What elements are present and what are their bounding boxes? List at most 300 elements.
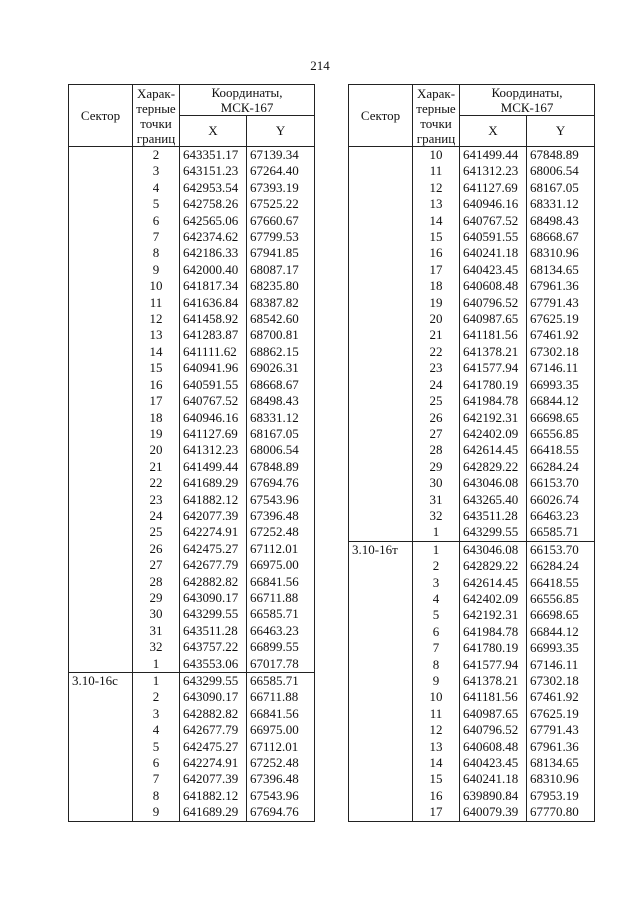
sector-cell bbox=[69, 557, 133, 573]
x-cell: 643511.28 bbox=[460, 508, 527, 524]
table-row bbox=[349, 722, 595, 738]
y-cell: 66463.23 bbox=[247, 623, 315, 639]
x-cell: 642000.40 bbox=[180, 262, 247, 278]
header-coords: Координаты, МСК-167 bbox=[460, 85, 595, 116]
table-row bbox=[349, 624, 595, 640]
sector-cell bbox=[69, 311, 133, 327]
point-cell: 30 bbox=[413, 475, 460, 491]
table-row bbox=[349, 755, 595, 771]
point-cell: 27 bbox=[413, 426, 460, 442]
table-row bbox=[349, 459, 595, 475]
y-cell: 66418.55 bbox=[527, 575, 595, 591]
sector-cell bbox=[349, 344, 413, 360]
y-cell: 67112.01 bbox=[247, 739, 315, 755]
y-cell: 68498.43 bbox=[527, 213, 595, 229]
y-cell: 66284.24 bbox=[527, 558, 595, 574]
y-cell: 66585.71 bbox=[247, 673, 315, 690]
sector-cell bbox=[349, 788, 413, 804]
sector-cell bbox=[69, 804, 133, 821]
coordinates-table-left bbox=[68, 84, 315, 822]
x-cell: 642077.39 bbox=[180, 508, 247, 524]
table-row bbox=[349, 607, 595, 623]
sector-cell bbox=[69, 606, 133, 622]
table-row bbox=[349, 278, 595, 294]
table-row bbox=[69, 623, 315, 639]
x-cell: 640608.48 bbox=[460, 739, 527, 755]
x-cell: 642192.31 bbox=[460, 410, 527, 426]
table-row bbox=[349, 558, 595, 574]
y-cell: 66975.00 bbox=[247, 557, 315, 573]
sector-cell bbox=[69, 180, 133, 196]
sector-cell bbox=[69, 706, 133, 722]
sector-cell bbox=[349, 229, 413, 245]
sector-cell bbox=[69, 426, 133, 442]
table-row bbox=[69, 426, 315, 442]
x-cell: 641458.92 bbox=[180, 311, 247, 327]
x-cell: 641499.44 bbox=[460, 147, 527, 164]
x-cell: 642402.09 bbox=[460, 426, 527, 442]
sector-cell bbox=[349, 163, 413, 179]
y-cell: 67112.01 bbox=[247, 541, 315, 557]
x-cell: 641312.23 bbox=[460, 163, 527, 179]
sector-cell bbox=[69, 147, 133, 164]
sector-cell: 3.10-16т bbox=[349, 541, 413, 558]
y-cell: 66585.71 bbox=[247, 606, 315, 622]
point-cell: 17 bbox=[413, 262, 460, 278]
sector-cell bbox=[69, 788, 133, 804]
point-cell: 14 bbox=[413, 213, 460, 229]
x-cell: 641780.19 bbox=[460, 640, 527, 656]
point-cell: 13 bbox=[413, 196, 460, 212]
y-cell: 66993.35 bbox=[527, 377, 595, 393]
point-cell: 16 bbox=[413, 245, 460, 261]
sector-cell bbox=[349, 442, 413, 458]
point-cell: 12 bbox=[413, 180, 460, 196]
point-cell: 1 bbox=[133, 673, 180, 690]
table-row bbox=[69, 442, 315, 458]
point-cell: 5 bbox=[133, 196, 180, 212]
x-cell: 641312.23 bbox=[180, 442, 247, 458]
point-cell: 3 bbox=[413, 575, 460, 591]
point-cell: 10 bbox=[413, 689, 460, 705]
x-cell: 642882.82 bbox=[180, 706, 247, 722]
sector-cell bbox=[349, 558, 413, 574]
sector-cell bbox=[349, 410, 413, 426]
sector-cell bbox=[349, 311, 413, 327]
y-cell: 66841.56 bbox=[247, 706, 315, 722]
point-cell: 12 bbox=[413, 722, 460, 738]
x-cell: 641577.94 bbox=[460, 360, 527, 376]
header-coords: Координаты, МСК-167 bbox=[180, 85, 315, 116]
x-cell: 640591.55 bbox=[180, 377, 247, 393]
table-row bbox=[69, 410, 315, 426]
y-cell: 68310.96 bbox=[527, 245, 595, 261]
table-row bbox=[69, 393, 315, 409]
table-row bbox=[349, 147, 595, 164]
point-cell: 11 bbox=[413, 706, 460, 722]
table-row bbox=[349, 673, 595, 689]
x-cell: 643090.17 bbox=[180, 590, 247, 606]
sector-cell bbox=[69, 475, 133, 491]
x-cell: 643090.17 bbox=[180, 689, 247, 705]
sector-cell bbox=[69, 639, 133, 655]
point-cell: 9 bbox=[133, 804, 180, 821]
sector-cell bbox=[349, 180, 413, 196]
point-cell: 4 bbox=[413, 591, 460, 607]
sector-cell bbox=[349, 147, 413, 164]
table-row bbox=[69, 245, 315, 261]
x-cell: 642475.27 bbox=[180, 739, 247, 755]
sector-cell bbox=[69, 360, 133, 376]
sector-cell bbox=[349, 278, 413, 294]
header-points: Харак- терные точки границ bbox=[133, 85, 180, 147]
sector-cell bbox=[69, 163, 133, 179]
table-row bbox=[349, 492, 595, 508]
table-row bbox=[349, 575, 595, 591]
x-cell: 641689.29 bbox=[180, 804, 247, 821]
y-cell: 68387.82 bbox=[247, 295, 315, 311]
y-cell: 68668.67 bbox=[247, 377, 315, 393]
y-cell: 68542.60 bbox=[247, 311, 315, 327]
x-cell: 642192.31 bbox=[460, 607, 527, 623]
sector-cell bbox=[349, 492, 413, 508]
point-cell: 7 bbox=[133, 229, 180, 245]
table-row bbox=[349, 377, 595, 393]
table-row bbox=[69, 163, 315, 179]
table-row bbox=[69, 508, 315, 524]
sector-cell bbox=[69, 459, 133, 475]
table-row bbox=[349, 180, 595, 196]
y-cell: 66284.24 bbox=[527, 459, 595, 475]
table-row bbox=[69, 180, 315, 196]
point-cell: 4 bbox=[133, 180, 180, 196]
point-cell: 3 bbox=[133, 706, 180, 722]
point-cell: 4 bbox=[133, 722, 180, 738]
y-cell: 67791.43 bbox=[527, 295, 595, 311]
x-cell: 642677.79 bbox=[180, 557, 247, 573]
point-cell: 2 bbox=[133, 147, 180, 164]
y-cell: 66698.65 bbox=[527, 410, 595, 426]
table-row bbox=[349, 163, 595, 179]
y-cell: 67264.40 bbox=[247, 163, 315, 179]
y-cell: 67393.19 bbox=[247, 180, 315, 196]
table-row bbox=[349, 229, 595, 245]
x-cell: 643299.55 bbox=[180, 606, 247, 622]
x-cell: 642274.91 bbox=[180, 755, 247, 771]
y-cell: 68498.43 bbox=[247, 393, 315, 409]
sector-cell bbox=[69, 739, 133, 755]
page-number: 214 bbox=[310, 58, 330, 73]
point-cell: 29 bbox=[413, 459, 460, 475]
point-cell: 31 bbox=[413, 492, 460, 508]
sector-cell bbox=[349, 196, 413, 212]
table-row bbox=[349, 640, 595, 656]
point-cell: 14 bbox=[413, 755, 460, 771]
table-row bbox=[69, 344, 315, 360]
x-cell: 641882.12 bbox=[180, 788, 247, 804]
x-cell: 641499.44 bbox=[180, 459, 247, 475]
point-cell: 22 bbox=[133, 475, 180, 491]
table-row bbox=[349, 591, 595, 607]
y-cell: 67146.11 bbox=[527, 360, 595, 376]
point-cell: 24 bbox=[413, 377, 460, 393]
table-row bbox=[69, 673, 315, 690]
x-cell: 642402.09 bbox=[460, 591, 527, 607]
x-cell: 641283.87 bbox=[180, 327, 247, 343]
point-cell: 13 bbox=[413, 739, 460, 755]
point-cell: 17 bbox=[413, 804, 460, 821]
sector-cell bbox=[349, 755, 413, 771]
point-cell: 18 bbox=[413, 278, 460, 294]
sector-cell bbox=[69, 689, 133, 705]
sector-cell bbox=[69, 442, 133, 458]
y-cell: 68700.81 bbox=[247, 327, 315, 343]
y-cell: 68087.17 bbox=[247, 262, 315, 278]
point-cell: 5 bbox=[133, 739, 180, 755]
table-row bbox=[69, 706, 315, 722]
x-cell: 642829.22 bbox=[460, 459, 527, 475]
sector-cell bbox=[349, 640, 413, 656]
x-cell: 643265.40 bbox=[460, 492, 527, 508]
y-cell: 68006.54 bbox=[527, 163, 595, 179]
table-row bbox=[69, 278, 315, 294]
point-cell: 23 bbox=[413, 360, 460, 376]
sector-cell bbox=[349, 295, 413, 311]
x-cell: 641111.62 bbox=[180, 344, 247, 360]
sector-cell bbox=[69, 590, 133, 606]
table-row bbox=[349, 262, 595, 278]
sector-cell bbox=[69, 656, 133, 673]
table-row bbox=[69, 360, 315, 376]
x-cell: 642829.22 bbox=[460, 558, 527, 574]
x-cell: 640987.65 bbox=[460, 311, 527, 327]
x-cell: 640941.96 bbox=[180, 360, 247, 376]
point-cell: 15 bbox=[413, 229, 460, 245]
sector-cell bbox=[69, 377, 133, 393]
y-cell: 66153.70 bbox=[527, 475, 595, 491]
point-cell: 7 bbox=[413, 640, 460, 656]
x-cell: 643299.55 bbox=[180, 673, 247, 690]
point-cell: 21 bbox=[133, 459, 180, 475]
table-row bbox=[69, 739, 315, 755]
sector-cell bbox=[349, 360, 413, 376]
sector-cell bbox=[69, 771, 133, 787]
x-cell: 641984.78 bbox=[460, 624, 527, 640]
x-cell: 640079.39 bbox=[460, 804, 527, 821]
sector-cell bbox=[349, 393, 413, 409]
sector-cell bbox=[69, 213, 133, 229]
sector-cell bbox=[349, 607, 413, 623]
y-cell: 67961.36 bbox=[527, 278, 595, 294]
y-cell: 66463.23 bbox=[527, 508, 595, 524]
y-cell: 67660.67 bbox=[247, 213, 315, 229]
point-cell: 22 bbox=[413, 344, 460, 360]
point-cell: 8 bbox=[133, 245, 180, 261]
y-cell: 67146.11 bbox=[527, 657, 595, 673]
x-cell: 640241.18 bbox=[460, 771, 527, 787]
table-row bbox=[349, 196, 595, 212]
point-cell: 1 bbox=[413, 524, 460, 541]
y-cell: 68331.12 bbox=[247, 410, 315, 426]
x-cell: 643046.08 bbox=[460, 541, 527, 558]
y-cell: 67799.53 bbox=[247, 229, 315, 245]
header-x: X bbox=[460, 116, 527, 147]
sector-cell bbox=[349, 706, 413, 722]
y-cell: 66698.65 bbox=[527, 607, 595, 623]
table-row bbox=[69, 755, 315, 771]
x-cell: 643511.28 bbox=[180, 623, 247, 639]
point-cell: 24 bbox=[133, 508, 180, 524]
table-row bbox=[349, 311, 595, 327]
sector-cell bbox=[349, 689, 413, 705]
sector-cell bbox=[69, 393, 133, 409]
point-cell: 12 bbox=[133, 311, 180, 327]
point-cell: 28 bbox=[413, 442, 460, 458]
y-cell: 67625.19 bbox=[527, 311, 595, 327]
sector-cell bbox=[349, 508, 413, 524]
x-cell: 642882.82 bbox=[180, 574, 247, 590]
y-cell: 66556.85 bbox=[527, 591, 595, 607]
y-cell: 68167.05 bbox=[247, 426, 315, 442]
table-row bbox=[69, 475, 315, 491]
table-row bbox=[69, 311, 315, 327]
x-cell: 640946.16 bbox=[460, 196, 527, 212]
point-cell: 29 bbox=[133, 590, 180, 606]
table-row bbox=[69, 524, 315, 540]
point-cell: 25 bbox=[133, 524, 180, 540]
x-cell: 641378.21 bbox=[460, 673, 527, 689]
point-cell: 20 bbox=[133, 442, 180, 458]
y-cell: 67396.48 bbox=[247, 508, 315, 524]
table-row bbox=[69, 262, 315, 278]
point-cell: 15 bbox=[133, 360, 180, 376]
x-cell: 641984.78 bbox=[460, 393, 527, 409]
point-cell: 21 bbox=[413, 327, 460, 343]
sector-cell bbox=[69, 262, 133, 278]
sector-cell bbox=[69, 574, 133, 590]
coordinates-table-right bbox=[348, 84, 595, 822]
sector-cell bbox=[69, 245, 133, 261]
y-cell: 67396.48 bbox=[247, 771, 315, 787]
x-cell: 643553.06 bbox=[180, 656, 247, 673]
point-cell: 27 bbox=[133, 557, 180, 573]
sector-cell bbox=[69, 492, 133, 508]
x-cell: 642614.45 bbox=[460, 575, 527, 591]
point-cell: 7 bbox=[133, 771, 180, 787]
x-cell: 641817.34 bbox=[180, 278, 247, 294]
sector-cell bbox=[69, 755, 133, 771]
point-cell: 30 bbox=[133, 606, 180, 622]
point-cell: 26 bbox=[413, 410, 460, 426]
point-cell: 2 bbox=[413, 558, 460, 574]
sector-cell bbox=[349, 459, 413, 475]
table-row bbox=[349, 541, 595, 558]
table-row bbox=[69, 492, 315, 508]
point-cell: 17 bbox=[133, 393, 180, 409]
x-cell: 642565.06 bbox=[180, 213, 247, 229]
sector-cell bbox=[349, 262, 413, 278]
table-row bbox=[69, 771, 315, 787]
header-y: Y bbox=[247, 116, 315, 147]
table-row bbox=[69, 147, 315, 164]
y-cell: 68862.15 bbox=[247, 344, 315, 360]
x-cell: 640987.65 bbox=[460, 706, 527, 722]
x-cell: 640608.48 bbox=[460, 278, 527, 294]
point-cell: 19 bbox=[133, 426, 180, 442]
y-cell: 67961.36 bbox=[527, 739, 595, 755]
point-cell: 11 bbox=[133, 295, 180, 311]
y-cell: 68134.65 bbox=[527, 262, 595, 278]
sector-cell bbox=[69, 722, 133, 738]
y-cell: 67694.76 bbox=[247, 475, 315, 491]
y-cell: 66711.88 bbox=[247, 590, 315, 606]
point-cell: 23 bbox=[133, 492, 180, 508]
y-cell: 67017.78 bbox=[247, 656, 315, 673]
point-cell: 14 bbox=[133, 344, 180, 360]
sector-cell: 3.10-16c bbox=[69, 673, 133, 690]
y-cell: 67848.89 bbox=[247, 459, 315, 475]
table-row bbox=[69, 590, 315, 606]
x-cell: 641882.12 bbox=[180, 492, 247, 508]
y-cell: 66711.88 bbox=[247, 689, 315, 705]
sector-cell bbox=[349, 804, 413, 821]
x-cell: 641378.21 bbox=[460, 344, 527, 360]
point-cell: 25 bbox=[413, 393, 460, 409]
sector-cell bbox=[349, 722, 413, 738]
point-cell: 6 bbox=[413, 624, 460, 640]
x-cell: 642374.62 bbox=[180, 229, 247, 245]
sector-cell bbox=[69, 295, 133, 311]
point-cell: 9 bbox=[413, 673, 460, 689]
x-cell: 641181.56 bbox=[460, 327, 527, 343]
table-row bbox=[69, 459, 315, 475]
table-row bbox=[69, 722, 315, 738]
y-cell: 67543.96 bbox=[247, 788, 315, 804]
y-cell: 69026.31 bbox=[247, 360, 315, 376]
y-cell: 66841.56 bbox=[247, 574, 315, 590]
table-row bbox=[349, 245, 595, 261]
y-cell: 67139.34 bbox=[247, 147, 315, 164]
sector-cell bbox=[69, 623, 133, 639]
y-cell: 68134.65 bbox=[527, 755, 595, 771]
x-cell: 640946.16 bbox=[180, 410, 247, 426]
table-row bbox=[349, 327, 595, 343]
sector-cell bbox=[349, 213, 413, 229]
y-cell: 67694.76 bbox=[247, 804, 315, 821]
header-sector: Сектор bbox=[69, 85, 133, 147]
sector-cell bbox=[349, 739, 413, 755]
sector-cell bbox=[69, 524, 133, 540]
sector-cell bbox=[69, 410, 133, 426]
sector-cell bbox=[69, 508, 133, 524]
x-cell: 641780.19 bbox=[460, 377, 527, 393]
table-row bbox=[349, 739, 595, 755]
y-cell: 66153.70 bbox=[527, 541, 595, 558]
y-cell: 66993.35 bbox=[527, 640, 595, 656]
y-cell: 66418.55 bbox=[527, 442, 595, 458]
table-row bbox=[69, 327, 315, 343]
x-cell: 640796.52 bbox=[460, 722, 527, 738]
y-cell: 68235.80 bbox=[247, 278, 315, 294]
sector-cell bbox=[349, 377, 413, 393]
sector-cell bbox=[69, 229, 133, 245]
point-cell: 9 bbox=[133, 262, 180, 278]
x-cell: 640423.45 bbox=[460, 755, 527, 771]
x-cell: 640591.55 bbox=[460, 229, 527, 245]
point-cell: 26 bbox=[133, 541, 180, 557]
y-cell: 66844.12 bbox=[527, 624, 595, 640]
header-sector: Сектор bbox=[349, 85, 413, 147]
